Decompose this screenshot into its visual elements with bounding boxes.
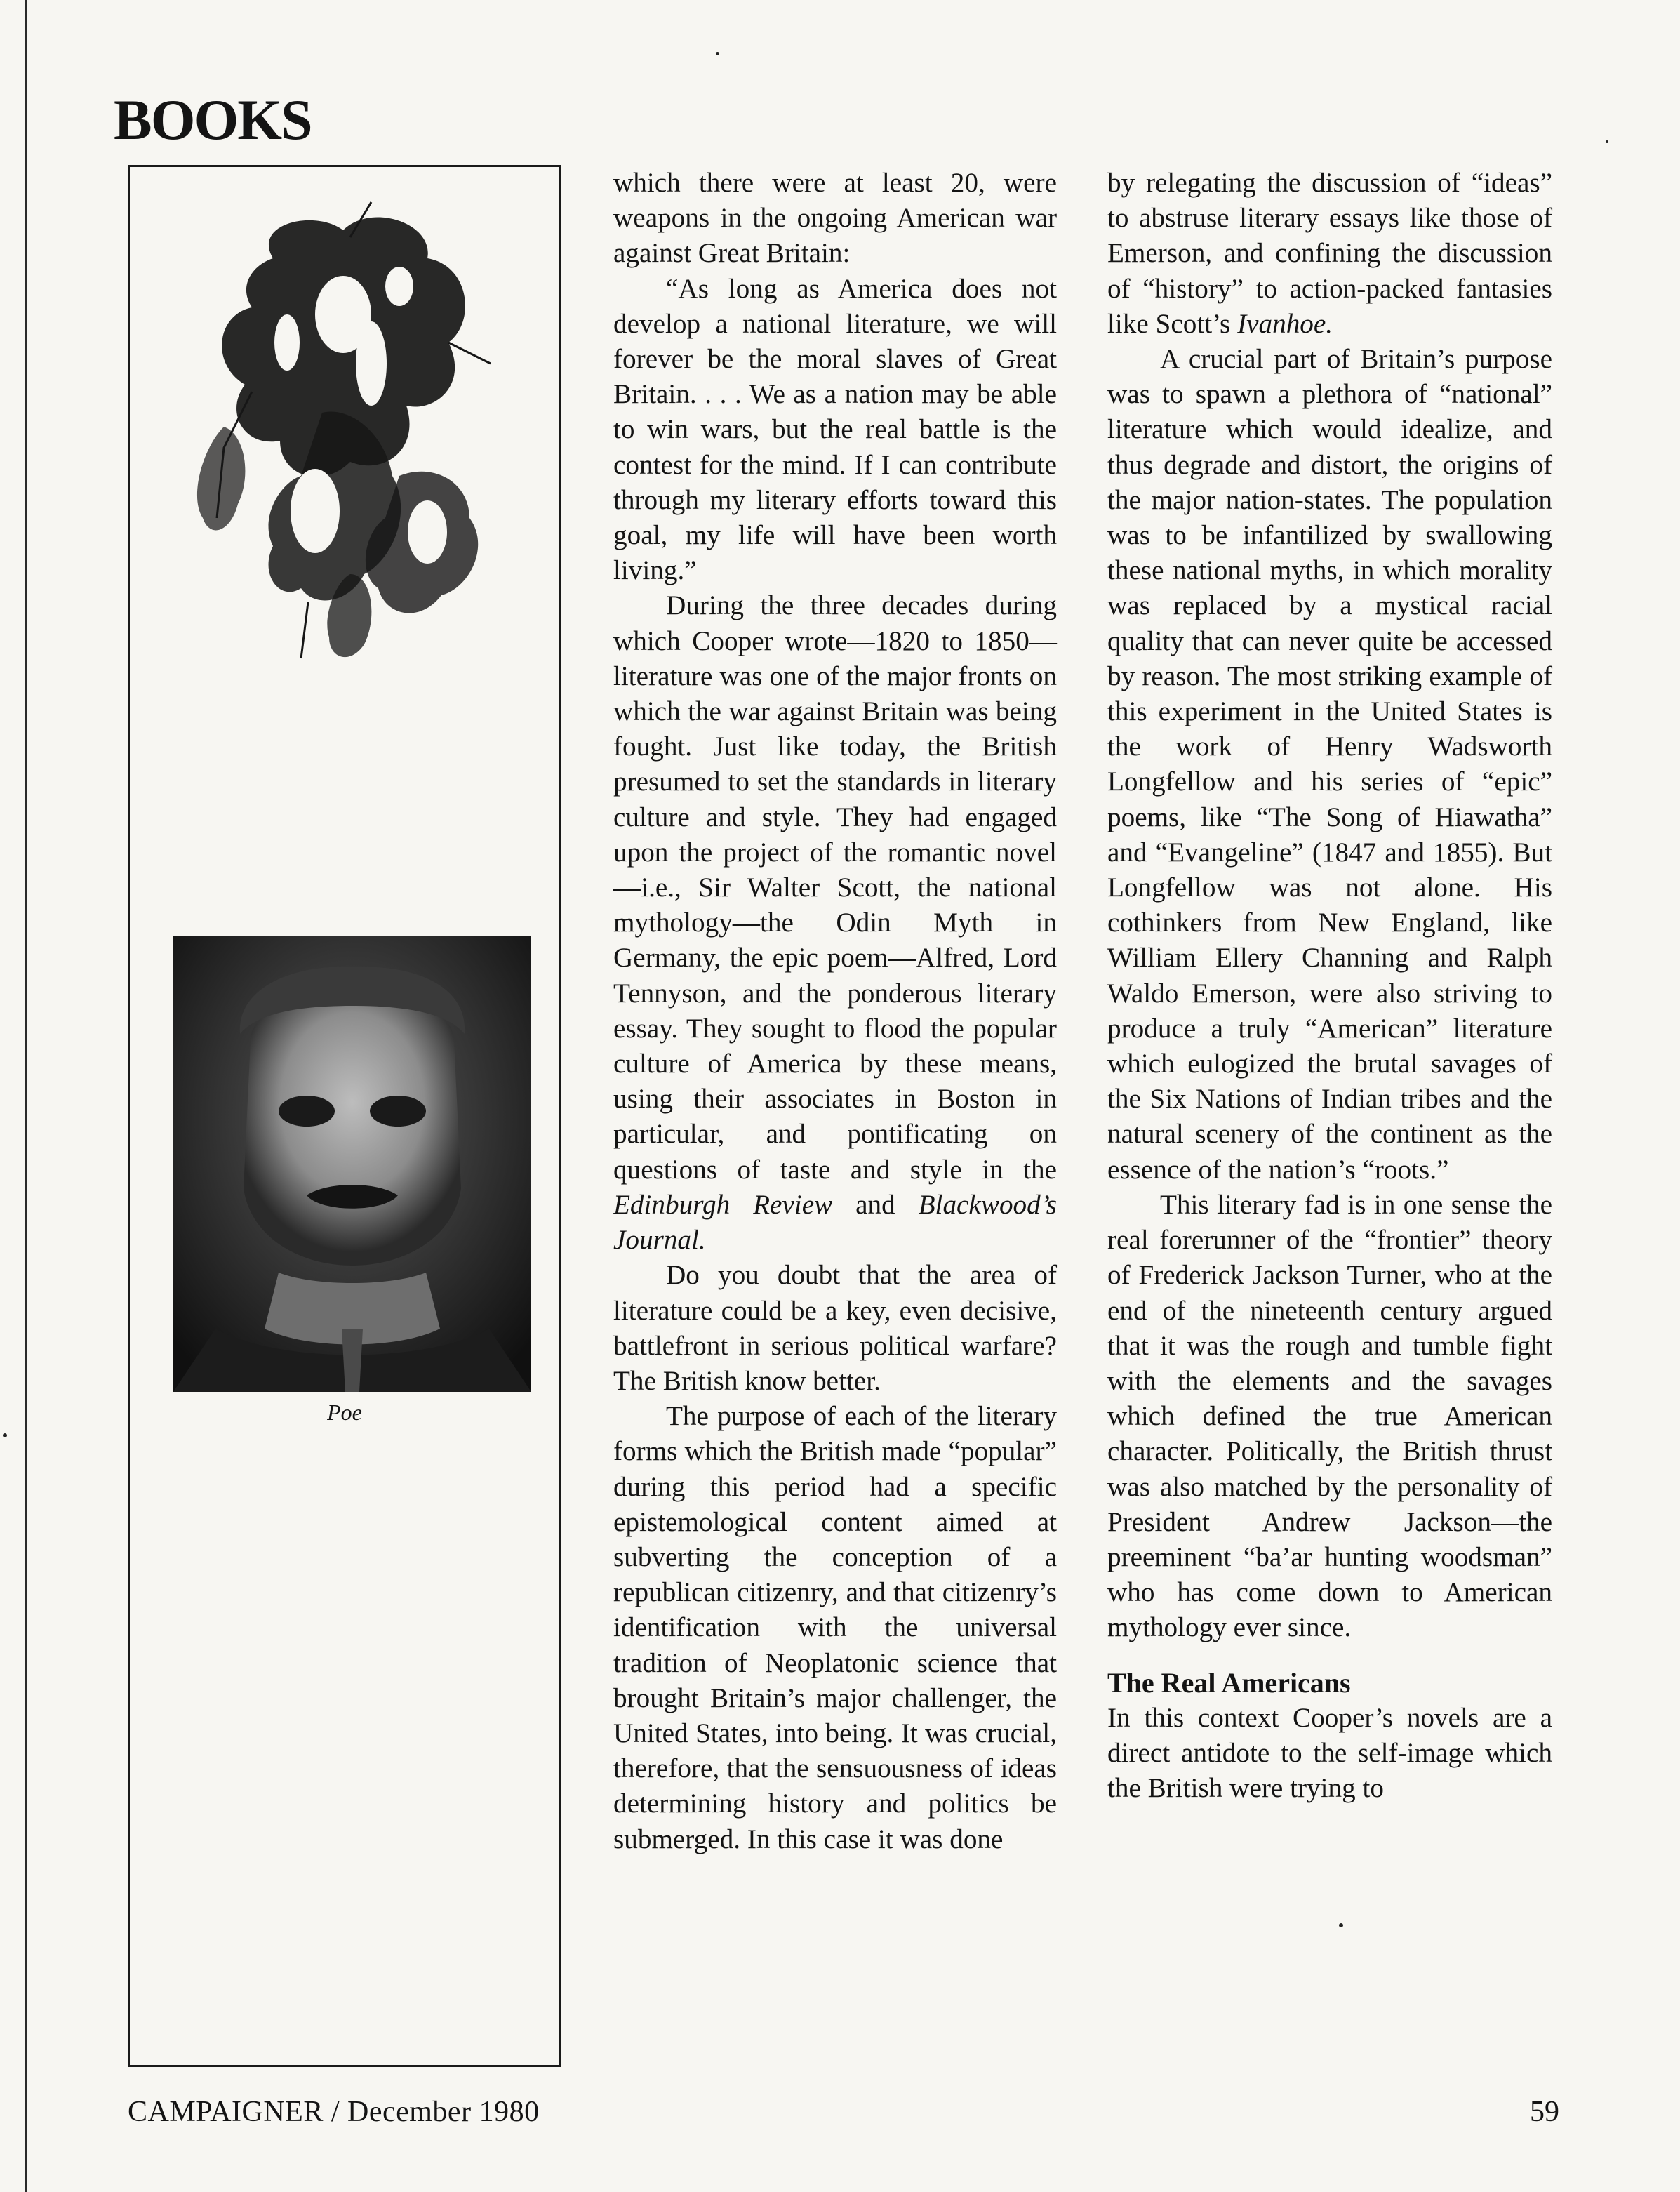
paragraph: which there were at least 20, were weapons in the ongoing American war against Great Britain: — [613, 168, 1057, 269]
publication-footer: CAMPAIGNER / December 1980 — [128, 2096, 540, 2128]
portrait-caption: Poe — [327, 1400, 362, 1425]
print-speck — [1606, 140, 1608, 143]
subheading: The Real Americans — [1107, 1666, 1351, 1699]
paragraph: A crucial part of Britain’s purpose was to spawn a plethora of “national” literature which would idealize, and thus degrade and distort, the origins of the major nation-states. The population was to be infantilized by swallowing these national myths, in which morality was replaced by a mystical racial quality that can never quite be accessed by reason. The most striking example of this experiment in the United States is the work of Henry Wadsworth Longfellow and his series of “epic” poems, like “The Song of Hiawatha” and “Evangeline” (1847 and 1855). But Longfellow was not alone. His cothinkers from New England, like William Ellery Channing and Ralph Waldo Emerson, were also striving to produce a truly “American” literature which eulogized the brutal savages of the Six Nations of Indian tribes and the natural scenery of the continent as the essence of the nation’s “roots.” — [1107, 344, 1552, 1185]
print-speck — [3, 1433, 7, 1437]
paragraph — [1107, 166, 1552, 342]
conjunction-text: and — [832, 1189, 919, 1220]
italic-title: Blackwood’s Journal. — [613, 1189, 1057, 1256]
illustration-sidebar — [128, 165, 561, 2067]
paragraph-text: by relegating the discussion of “ideas” to abstruse literary essays like those of Emerson, and confining the discussion of “history” to action-packed fantasies like Scott’s — [1107, 168, 1552, 339]
paragraph: The purpose of each of the literary forms which the British made “popular” during this period had a specific epistemological content aimed at subverting the conception of a republican citizenry, and that citizenry’s identification with the universal tradition of Neoplatonic science that brought Britain’s major challenger, the United States, into being. It was crucial, therefore, that the sensuousness of ideas determining history and politics be submerged. In this case it was done — [613, 1401, 1057, 1854]
poe-portrait — [173, 936, 531, 1392]
engraving-image — [140, 181, 554, 672]
text-column-1 — [613, 166, 1057, 1857]
portrait-image — [173, 936, 531, 1392]
page-edge-rule — [25, 0, 27, 2192]
paragraph: In this context Cooper’s novels are a direct antidote to the self-image which the British were trying to — [1107, 1702, 1552, 1803]
paragraph-text: During the three decades during which Cooper wrote—1820 to 1850—literature was one of the major fronts on which the war against Britain was being fought. Just like today, the British presumed to set the standards in literary culture and style. They had engaged upon the project of the romantic novel—i.e., Sir Walter Scott, the national mythology—the Odin Myth in Germany, the epic poem—Alfred, Lord Tennyson, and the ponderous literary essay. They sought to flood the popular culture of America by these means, using their associates in Boston in particular, and pontificating on questions of taste and style in the — [613, 590, 1057, 1185]
paragraph: This literary fad is in one sense the real forerunner of the “frontier” theory of Frederick Jackson Turner, who at the end of the nineteenth century argued that it was the rough and tumble fight with the elements and the savages which defined the true American character. Politically, the British thrust was also matched by the personality of President Andrew Jackson—the preeminent “ba’ar hunting woodsman” who has come down to American mythology ever since. — [1107, 1189, 1552, 1643]
section-title: BOOKS — [114, 88, 312, 152]
italic-title: Ivanhoe. — [1237, 308, 1333, 339]
print-speck — [716, 52, 719, 55]
paragraph: Do you doubt that the area of literature could be a key, even decisive, battlefront in serious political warfare? The British know better. — [613, 1260, 1057, 1396]
engraving-illustration — [140, 181, 554, 672]
italic-title: Edinburgh Review — [613, 1189, 833, 1220]
page-number: 59 — [1530, 2096, 1559, 2128]
paragraph — [613, 588, 1057, 1258]
print-speck — [1339, 1923, 1343, 1927]
quotation-paragraph: “As long as America does not develop a national literature, we will forever be the moral slaves of Great Britain. . . . We as a nation may be able to win wars, but the real battle is the contest for the mind. If I can contribute through my literary efforts toward this goal, my life will have been worth living.” — [613, 273, 1057, 586]
text-column-2 — [1107, 166, 1552, 1806]
